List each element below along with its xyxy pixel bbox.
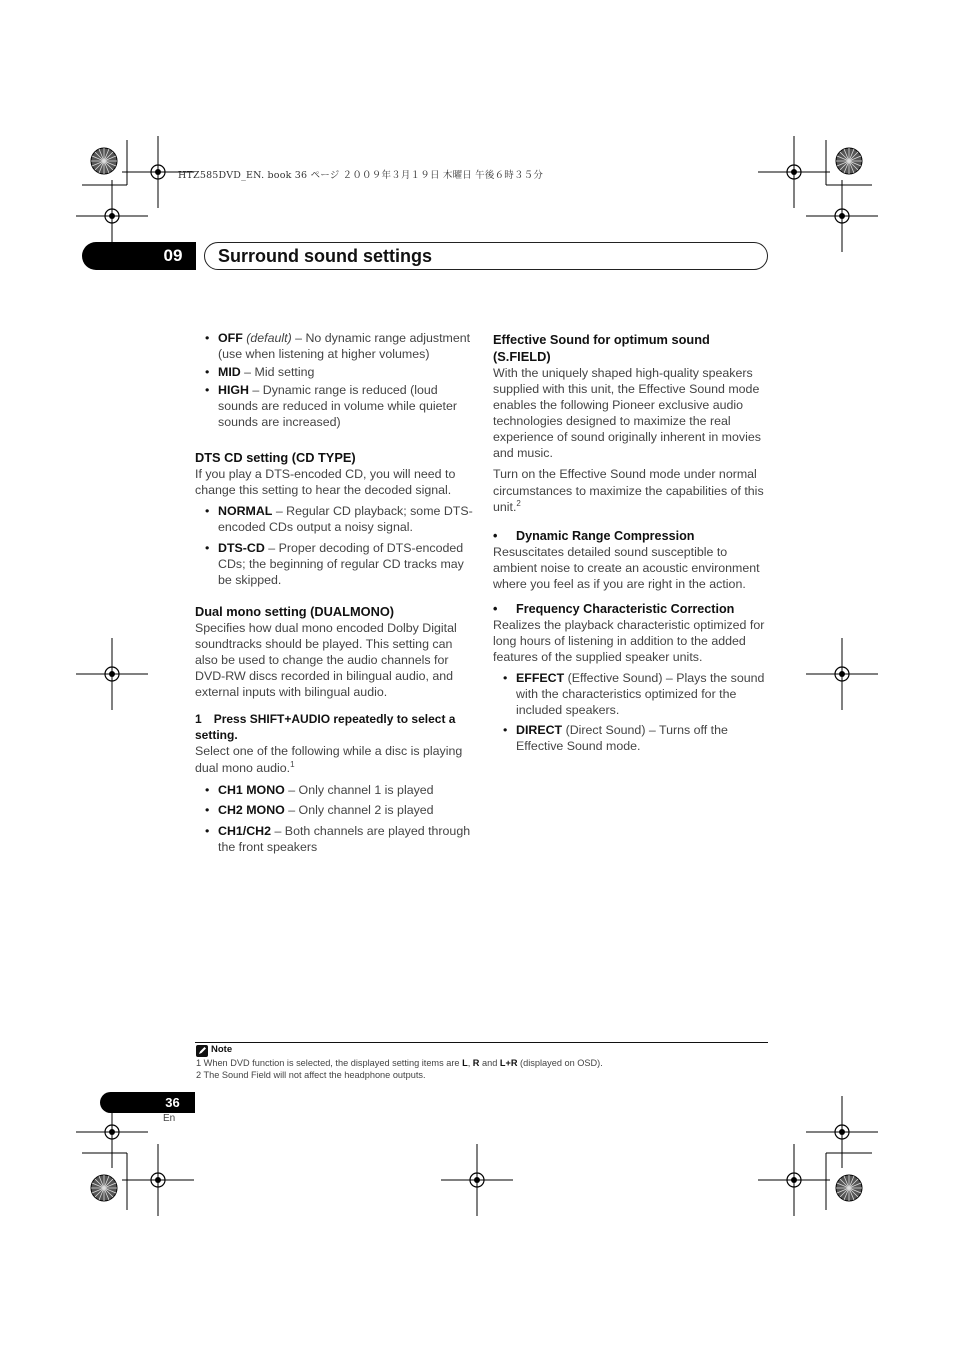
option-desc: – Dynamic range is reduced (loud sounds are reduced in volume while quieter sounds are increased) [218, 383, 458, 429]
option-high [195, 382, 473, 430]
note-rule [195, 1042, 768, 1043]
dual-mono-heading: Dual mono setting (DUALMONO) [195, 604, 395, 619]
fcc-body: Realizes the playback characteristic optimized for long hours of listening in addition to the added features of the supplied speaker units. [493, 617, 765, 664]
subheading-text: Dynamic Range Compression [516, 528, 695, 543]
option-ch2-mono [195, 802, 473, 818]
option-term: MID [218, 365, 241, 379]
option-mid [195, 364, 473, 380]
bullet: • [503, 670, 508, 685]
bullet: • [205, 783, 210, 797]
step-body [195, 743, 473, 777]
option-desc: – Regular CD playback; some DTS-encoded CDs output a noisy signal. [218, 504, 473, 534]
step-1 [195, 711, 473, 743]
step-body-text: Select one of the following while a disc is playing dual mono audio. [195, 744, 463, 775]
fcc-subheading [493, 601, 769, 617]
option-term: OFF [218, 331, 243, 345]
bullet: • [493, 528, 498, 543]
footnote-text: (displayed on OSD). [517, 1058, 603, 1068]
option-direct [493, 722, 769, 754]
footnote-term: L+R [499, 1058, 518, 1068]
dts-heading: DTS CD setting (CD TYPE) [195, 450, 356, 465]
bullet: • [205, 824, 210, 838]
footnote-term: R [472, 1058, 480, 1068]
bullet: • [205, 383, 210, 397]
option-term: CH1 MONO [218, 783, 285, 797]
option-desc: – Both channels are played through the front speakers [218, 824, 471, 854]
subheading-text: Frequency Characteristic Correction [516, 601, 735, 616]
step-text: Press SHIFT+AUDIO repeatedly to select a setting. [195, 712, 456, 742]
option-ch1-ch2 [195, 823, 473, 855]
bullet: • [503, 722, 508, 737]
option-desc: – Mid setting [240, 365, 315, 379]
footnote-2: 2 The Sound Field will not affect the headphone outputs. [196, 1070, 426, 1080]
option-desc: – No dynamic range adjustment (use when listening at higher volumes) [218, 331, 471, 361]
option-desc: – Only channel 1 is played [284, 783, 434, 797]
option-term: EFFECT [516, 670, 565, 685]
option-normal [195, 503, 473, 535]
bullet: • [205, 365, 210, 379]
page-language: En [163, 1113, 176, 1124]
drc-options [195, 330, 473, 430]
bullet: • [493, 601, 498, 616]
bullet: • [205, 331, 210, 345]
footnote-1 [196, 1057, 603, 1069]
option-term: NORMAL [218, 504, 273, 518]
dts-body: If you play a DTS-encoded CD, you will need to change this setting to hear the decoded signal. [195, 467, 456, 497]
effective-sound-note [493, 466, 769, 516]
option-effect [493, 670, 769, 718]
footnote-text: and [479, 1058, 500, 1068]
chapter-title: Surround sound settings [218, 246, 432, 266]
option-ch1-mono [195, 782, 473, 798]
effective-sound-body: With the uniquely shaped high-quality speakers supplied with this unit, the Effective Sound mode enables the following Pioneer exclusive audio technologies designed to maximize the real experience of sound originally inherent in movies and music. [493, 366, 761, 460]
chapter-number: 09 [163, 246, 183, 265]
step-number: 1 [195, 712, 202, 726]
note-label: Note [211, 1044, 233, 1055]
print-header: HTZ585DVD_EN. book 36 ページ ２００９年３月１９日 木曜日 午後６時３５分 [178, 170, 544, 181]
option-off [195, 330, 473, 362]
dual-mono-body: Specifies how dual mono encoded Dolby Digital soundtracks should be played. This setting can also be used to change the audio channels for DVD-RW discs recorded in bilingual audio, and external inputs with bilingual audio. [195, 621, 457, 699]
option-term: CH2 MONO [218, 803, 285, 817]
drc-subheading [493, 528, 769, 544]
page-number: 36 [165, 1095, 180, 1110]
option-term: DIRECT [516, 722, 563, 737]
right-column [493, 331, 769, 754]
bullet: • [205, 541, 210, 555]
drc-body: Resuscitates detailed sound susceptible to ambient noise to create an acoustic environment where you feel as if you are right in the action. [493, 544, 760, 591]
option-desc: – Proper decoding of DTS-encoded CDs; the beginning of regular CD tracks may be skipped. [218, 541, 464, 587]
left-column [195, 330, 473, 855]
footnote-text: , [467, 1058, 473, 1068]
footnote-ref-2: 2 [516, 499, 521, 508]
effective-sound-note-text: Turn on the Effective Sound mode under normal circumstances to maximize the capabilities of this unit. [493, 467, 764, 514]
option-qualifier: (default) [246, 331, 292, 345]
bullet: • [205, 803, 210, 817]
note-icon [196, 1045, 208, 1057]
option-desc: (Direct Sound) – Turns off the Effective Sound mode. [516, 722, 728, 753]
option-desc: – Only channel 2 is played [284, 803, 434, 817]
effective-sound-heading: Effective Sound for optimum sound (S.FIELD) [493, 332, 710, 364]
option-term: CH1/CH2 [218, 824, 272, 838]
bullet: • [205, 504, 210, 518]
option-term: HIGH [218, 383, 249, 397]
option-term: DTS-CD [218, 541, 265, 555]
footnote-ref-1: 1 [290, 760, 295, 769]
footnote-term: L [462, 1058, 468, 1068]
footnote-text: 1 When DVD function is selected, the displayed setting items are [196, 1058, 463, 1068]
option-dts-cd [195, 540, 473, 588]
option-desc: (Effective Sound) – Plays the sound with the characteristics optimized for the included speakers. [516, 670, 765, 717]
